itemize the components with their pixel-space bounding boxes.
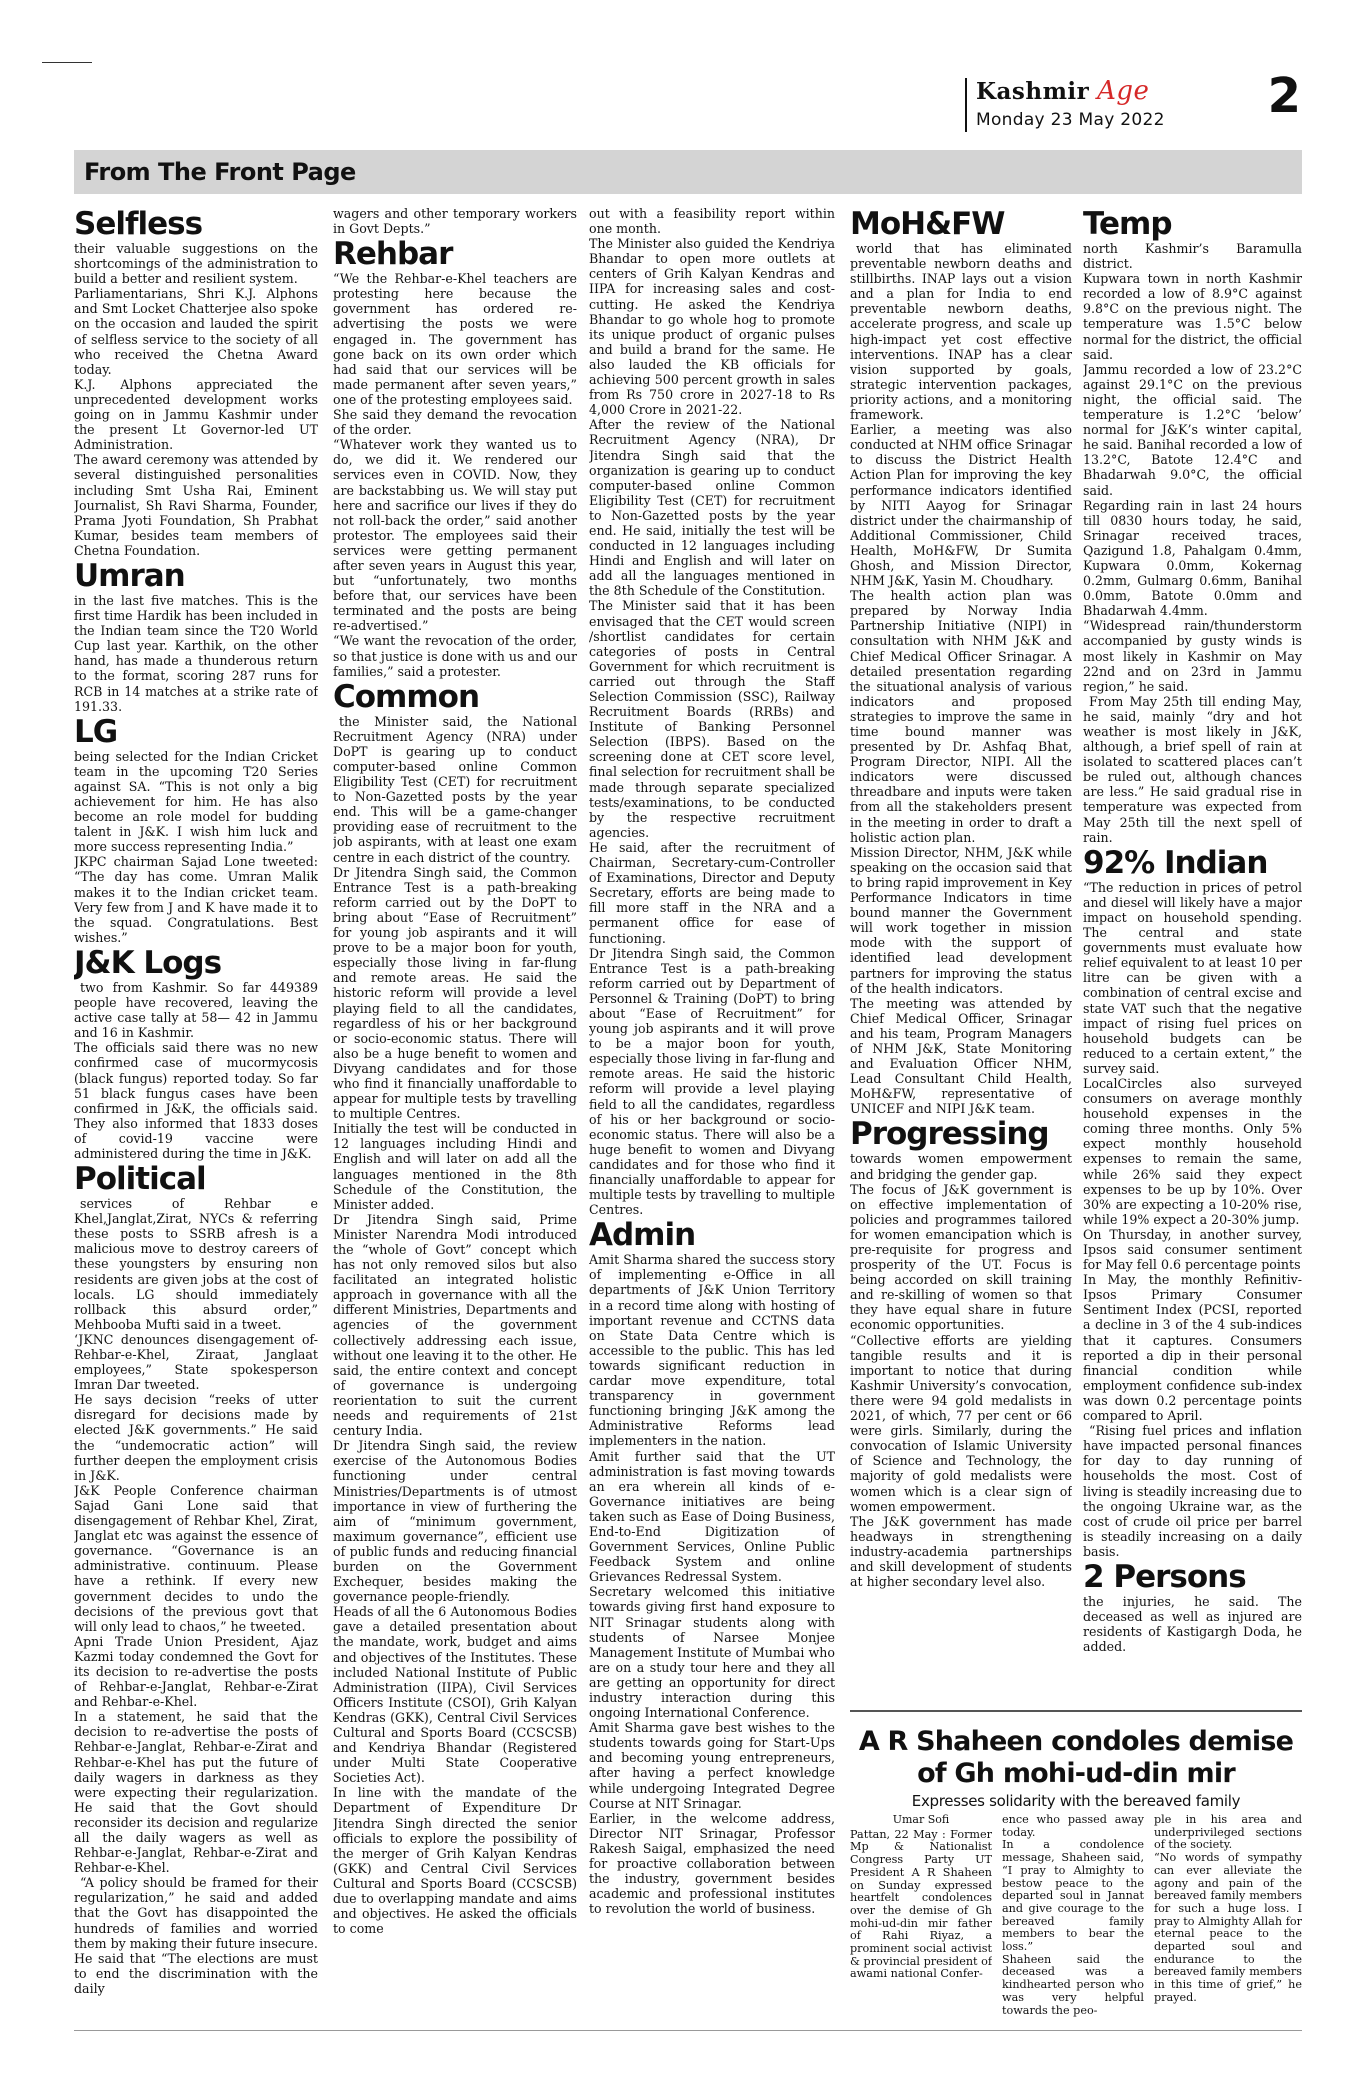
logo-text-kashmir: Kashmir: [976, 78, 1090, 105]
headline-mohfw: MoH&FW: [850, 206, 1005, 242]
paragraph: He said, after the recruitment of Chairman, Secretary-cum-Controller of Examinations, Director and Deputy Secretary, efforts are being made to fill more staff in the NRA and a permanent office for ease of functioning.: [589, 839, 835, 946]
section-title: From The Front Page: [84, 158, 356, 186]
paragraph: He says decision “reeks of utter disregard for decisions made by elected J&K governments.” He said the “undemocratic action” will further deepen the employment crisis in J&K.: [74, 1392, 318, 1483]
paragraph: In May, the monthly Refinitiv-Ipsos Primary Consumer Sentiment Index (PCSI, reported a decline in 3 of the 4 sub-indices that it captures. Consumers reported a dip in their personal financial condition while employment confidence sub-index was down 0.2 percentage points compared to April.: [1083, 1272, 1302, 1424]
paragraph: Earlier, in the welcome address, Director NIT Srinagar, Professor Rakesh Saigal, emphasized the need for proactive collaboration between the industry, government besides academic and professional institutes to revolution the world of business.: [589, 1810, 835, 1917]
paragraph: “Whatever work they wanted us to do, we did it. We rendered our services even in COVID. Now, they are backstabbing us. We will stay put here and sacrifice our lives if they do not roll-back the order,” said another protestor. The employees said their services were getting permanent after seven years in August this year, but “unfortunately, two months before that, our services have been terminated and the posts are being re-advertised.”: [333, 437, 577, 634]
paragraph: In a condolence message, Shaheen said, “I pray to Almighty to bestow peace to the departed soul in Jannat and give courage to the bereaved family members to bear the loss.”: [1002, 1838, 1144, 1954]
top-rule: [42, 62, 92, 63]
paragraph: The Minister said that it has been envisaged that the CET would screen /shortlist candidates for certain categories of posts in Central Government for which recruitment is carried out through the Staff Selection Commission (SSC), Railway Recruitment Boards (RRBs) and Institute of Banking Personnel Selection (IBPS). Based on the screening done at CET score level, final selection for recruitment shall be made through separate specialized tests/examinations, to be conducted by the respective recruitment agencies.: [589, 598, 835, 840]
paragraph: JKPC chairman Sajad Lone tweeted: “The day has come. Umran Malik makes it to the Indian cricket team. Very few from J and K have made it to the squad. Congratulations. Best wishes.”: [74, 854, 318, 945]
headline-temp: Temp: [1083, 206, 1172, 242]
headline-jk-logs: J&K Logs: [74, 944, 222, 981]
paragraph: “The reduction in prices of petrol and diesel will likely have a major impact on household spending. The central and state governments must evaluate how relief equivalent to at least 10 per litre can be given with a combination of central excise and state VAT such that the negative impact of rising fuel prices on household budgets can be reduced to a certain extent,” the survey said.: [1083, 879, 1302, 1076]
headline-progressing: Progressing: [850, 1116, 1049, 1153]
paragraph: “Widespread rain/thunderstorm accompanied by gusty winds is most likely in Kashmir on May 22nd and on 23rd in Jammu region,” he said.: [1083, 618, 1302, 694]
paragraph: Regarding rain in last 24 hours till 0830 hours today, he said, Srinagar received traces, Qazigund 1.8, Pahalgam 0.4mm, Kupwara 0.0mm, Kokernag 0.2mm, Gulmarg 0.6mm, Banihal 0.0mm, Batote 0.0mm and Bhadarwah 4.4mm.: [1083, 497, 1302, 619]
headline-admin: Admin: [589, 1217, 696, 1254]
paragraph: Secretary welcomed this initiative towards giving first hand exposure to NIT Srinagar students along with students of Narsee Monjee Management Institute of Mumbai who are on a study tour here and they all are getting an opportunity for direct industry interaction during this ongoing International Conference.: [589, 1584, 835, 1721]
paragraph: Dr Jitendra Singh said, the Common Entrance Test is a path-breaking reform carried out by Department of Personnel & Training (DoPT) to bring about “Ease of Recruitment” for young job aspirants and it will prove to be a major boon for youth, especially those living in far-flung and remote areas. He said the historic reform will provide a level playing field to all the candidates, regardless of his or her background or socio-economic status. There will also be a huge benefit to women and Divyang candidates and for those who find it financially unaffordable to appear for multiple tests by travelling to multiple Centres.: [589, 945, 835, 1218]
paragraph: “A policy should be framed for their regularization,” he said and added that the Govt has disappointed the hundreds of families and worried them by making their future insecure.: [74, 1875, 318, 1951]
paragraph: Mission Director, NHM, J&K while speaking on the occasion said that to bring rapid improvement in Key Performance Indicators in time bound manner the Government will work together in mission mode with the support of identified lead development partners for improving the status of the health indicators.: [850, 844, 1072, 996]
paragraph: The award ceremony was attended by several distinguished personalities including Smt Usha Rai, Eminent Journalist, Sh Ravi Sharma, Founder, Prama Jyoti Foundation, Sh Prabhat Kumar, besides team members of Chetna Foundation.: [74, 452, 318, 558]
paragraph: Parliamentarians, Shri K.J. Alphons and Smt Locket Chatterjee also spoke on the occasion and lauded the spirit of selfless service to the society of all who received the Chetna Award today.: [74, 286, 318, 377]
paragraph: The Minister also guided the Kendriya Bhandar to open more outlets at centers of Grih Kalyan Kendras and IIPA for increasing sales and cost-cutting. He asked the Kendriya Bhandar to go whole hog to promote its unique product of organic pulses and build a brand for the same. He also lauded the KB officials for achieving 500 percent growth in sales from Rs 750 crore in 2027-18 to Rs 4,000 Crore in 2021-22.: [589, 236, 835, 418]
masthead-divider: [965, 78, 967, 132]
headline-lg: LG: [74, 713, 118, 750]
paragraph: Earlier, a meeting was also conducted at NHM office Srinagar to discuss the District Health Action Plan for improving the key performance indicators identified by NITI Aayog for Srinagar district under the chairmanship of Additional Commissioner, Child Health, MoH&FW, Dr Sumita Ghosh, and Mission Director, NHM J&K, Yasin M. Choudhary.: [850, 422, 1072, 589]
paragraph: ence who passed away today.: [1002, 1814, 1144, 1839]
paragraph: In a statement, he said that the decision to re-advertise the posts of Rehbar-e-Janglat, Rehbar-e-Zirat and Rehbar-e-Khel has put the future of daily wagers in darkness as they were expecting their regularization. He said that the Govt should reconsider its decision and regularize all the daily wagers as well as Rehbar-e-Janglat, Rehbar-e-Zirat and Rehbar-e-Khel.: [74, 1709, 318, 1876]
paragraph: Amit Sharma gave best wishes to the students towards going for Start-Ups and becoming young entrepreneurs, after having a perfect knowledge while undergoing Integrated Degree Course at NIT Srinagar.: [589, 1720, 835, 1811]
paragraph: She said they demand the revocation of the order.: [333, 407, 577, 438]
paragraph: The officials said there was no new confirmed case of mucormycosis (black fungus) reported today. So far 51 black fungus cases have been confirmed in J&K, the officials said. They also informed that 1833 doses of covid-19 vaccine were administered during the time in J&K.: [74, 1040, 318, 1161]
paragraph: Amit Sharma shared the success story of implementing e-Office in all departments of J&K Union Territory in a record time along with hosting of important revenue and CCTNS data on State Data Centre which is accessible to the public. This has led towards significant reduction in cardar move expenditure, total transparency in government functioning bringing J&K among the Administrative Reforms lead implementers in the nation.: [589, 1252, 835, 1449]
paragraph: The meeting was attended by Chief Medical Officer, Srinagar and his team, Program Managers of NHM J&K, State Monitoring and Evaluation Officer NHM, Lead Consultant Child Health, MoH&FW, representative of UNICEF and NIPI J&K team.: [850, 995, 1072, 1117]
paragraph: ple in his area and underprivileged sections of the society.: [1154, 1814, 1302, 1852]
paragraph: He said that “The elections are must to end the discrimination with the daily: [74, 1950, 318, 1996]
paragraph: in the last five matches. This is the first time Hardik has been included in the Indian team since the T20 World Cup last year. Karthik, on the other hand, has made a thunderous return to the format, scoring 287 runs for RCB in 14 matches at a strike rate of 191.33.: [74, 592, 318, 714]
masthead: [962, 68, 1307, 136]
story-column-2: [1002, 1814, 1144, 2024]
bottom-rule: [74, 2030, 1302, 2031]
paragraph: Shaheen said the deceased was a kindhearted person who was very helpful towards the peo-: [1002, 1952, 1144, 2017]
headline-selfless: Selfless: [74, 206, 203, 242]
page-number: 2: [1267, 68, 1301, 124]
logo-text-age: Age: [1097, 76, 1150, 106]
paragraph: After the review of the National Recruitment Agency (NRA), Dr Jitendra Singh said that the organization is gearing up to conduct computer-based online Common Eligibility Test (CET) for recruitment to Non-Gazetted posts by the year end. He said, initially the test will be conducted in 12 languages including Hindi and English and will later on add all the languages mentioned in the 8th Schedule of the Constitution.: [589, 417, 835, 599]
headline-2-persons: 2 Persons: [1083, 1558, 1246, 1595]
paragraph: ‘JKNC denounces disengagement of- Rehbar-e-Khel, Ziraat, Janglaat employees,” State spokesperson Imran Dar tweeted.: [74, 1331, 318, 1393]
paragraph: being selected for the Indian Cricket team in the upcoming T20 Series against SA. “This is not only a big achievement for him. He has also become an role model for budding talent in J&K. I wish him luck and more success representing India.”: [74, 748, 318, 855]
paragraph: Initially the test will be conducted in 12 languages including Hindi and English and will later on add all the languages mentioned in the 8th Schedule of the Constitution, the Minister added.: [333, 1121, 577, 1212]
headline-umran: Umran: [74, 557, 185, 594]
paragraph: out with a feasibility report within one month.: [589, 206, 835, 237]
paragraph: Apni Trade Union President, Ajaz Kazmi today condemned the Govt for its decision to re-advertise the posts of Rehbar-e-Janglat, Rehbar-e-Zirat and Rehbar-e-Khel.: [74, 1633, 318, 1710]
paragraph: Dr Jitendra Singh said, Prime Minister Narendra Modi introduced the “whole of Govt” concept which has not only removed silos but also facilitated an integrated holistic approach in governance with all the different Ministries, Departments and agencies of the government collectively addressing each issue, without one leaving it to the other. He said, the entire context and concept of governance is undergoing reorientation to suit the current needs and requirements of 21st century India.: [333, 1211, 577, 1439]
section-banner: [74, 150, 1302, 194]
headline-political: Political: [74, 1161, 206, 1198]
column-2: [333, 206, 577, 1996]
story-column-1: [850, 1814, 992, 2024]
paragraph: On Thursday, in another survey, Ipsos said consumer sentiment for May fell 0.6 percentage points: [1083, 1226, 1302, 1273]
paragraph: LocalCircles also surveyed consumers on average monthly household expenses in the coming three months. Only 5% expect monthly household expenses to remain the same, while 26% said they expect expenses to be up by 10%. Over 30% are expecting a 10-20% rise, while 19% expect a 20-30% jump.: [1083, 1075, 1302, 1227]
paragraph: Pattan, 22 May : Former Mp & Nationalist Congress Party UT President A R Shaheen on Sunday expressed heartfelt condolences over the demise of Gh mohi-ud-din mir father of Rahi Riyaz, a prominent social activist & provincial president of awami national Confer-: [850, 1827, 992, 1981]
paragraph: The J&K government has made headways in strengthening industry-academia partnerships and skill development of students at higher secondary level also.: [850, 1513, 1072, 1590]
column-4: [850, 206, 1072, 1651]
paragraph: the Minister said, the National Recruitment Agency (NRA) under DoPT is gearing up to conduct computer-based online Common Eligibility Test (CET) for recruitment to Non-Gazetted posts by the year end. This will be a game-changer providing ease of recruitment to the job aspirants, with at least one exam centre in each district of the country.: [333, 713, 577, 865]
paragraph: Heads of all the 6 Autonomous Bodies gave a detailed presentation about the mandate, work, budget and aims and objectives of the Institutes. These included National Institute of Public Administration (IIPA), Civil Services Officers Institute (CSOI), Grih Kalyan Kendras (GKK), Central Civil Services Cultural and Sports Board (CCSCSB) and Kendriya Bhandar (Registered under Multi State Cooperative Societies Act).: [333, 1604, 577, 1786]
paragraph: K.J. Alphons appreciated the unprecedented development works going on in Jammu Kashmir under the present Lt Governor-led UT Administration.: [74, 376, 318, 453]
condolence-story: [850, 1710, 1302, 2025]
issue-date: Monday 23 May 2022: [976, 110, 1165, 130]
paragraph: “We the Rehbar-e-Khel teachers are protesting here because the government has ordered re-advertising the posts we were engaged in. The government has gone back on its own order which had said that our services will be made permanent after seven years,” one of the protesting employees said.: [333, 271, 577, 407]
headline-92-indian: 92% Indian: [1083, 844, 1268, 881]
paragraph: Jammu recorded a low of 23.2°C against 29.1°C on the previous night, the official said. The temperature is 1.2°C ‘below’ normal for J&K’s winter capital, he said. Banihal recorded a low of 13.2°C, Batote 12.4°C and Bhadarwah 9.0°C, the official said.: [1083, 361, 1302, 498]
paragraph: two from Kashmir. So far 449389 people have recovered, leaving the active case tally at 58— 42 in Jammu and 16 in Kashmir.: [74, 979, 318, 1041]
column-3: [589, 206, 835, 1996]
paragraph: services of Rehbar e Khel,Janglat,Zirat, NYCs & referring these posts to SSRB afresh is a malicious move to destroy careers of these youngsters by ensuring non residents are given jobs at the cost of locals. LG should immediately rollback this absurd order,” Mehbooba Mufti said in a tweet.: [74, 1196, 318, 1332]
paragraph: wagers and other temporary workers in Govt Depts.”: [333, 206, 577, 237]
story-subhead: Expresses solidarity with the bereaved family: [911, 1792, 1241, 1810]
byline: Umar Sofi: [892, 1814, 950, 1826]
paragraph: “Rising fuel prices and inflation have impacted personal finances for day to day running of households the most. Cost of living is steadily increasing due to the ongoing Ukraine war, as the cost of crude oil price per barrel is steadily increasing on a daily basis.: [1083, 1423, 1302, 1559]
paragraph: towards women empowerment and bridging the gender gap.: [850, 1151, 1072, 1182]
paragraph: “No words of sympathy can ever alleviate the agony and pain of the bereaved family members for such a huge loss. I pray to Almighty Allah for eternal peace to the departed soul and endurance to the bereaved family members in this time of grief,” he prayed.: [1154, 1851, 1302, 2004]
paragraph: “Collective efforts are yielding tangible results and it is important to notice that during Kashmir University’s convocation, there were 94 gold medalists in 2021, of which, 77 per cent or 66 were girls. Similarly, during the convocation of Islamic University of Science and Technology, the majority of gold medalists were women which is a clear sign of women empowerment.: [850, 1332, 1072, 1514]
headline-common: Common: [333, 678, 480, 715]
paragraph: The focus of J&K government is on effective implementation of policies and programmes tailored for women emancipation which is pre-requisite for progress and prosperity of the UT. Focus is being accorded on skill training and re-skilling of women so that they have equal share in future economic opportunities.: [850, 1181, 1072, 1333]
paragraph: Dr Jitendra Singh said, the Common Entrance Test is a path-breaking reform carried out by the DoPT to bring about “Ease of Recruitment” for young job aspirants and it will prove to be a major boon for youth, especially those living in far-flung and remote areas. He said the historic reform will provide a level playing field to all the candidates, regardless of his or her background or socio-economic status. There will also be a huge benefit to women and Divyang candidates and for those who find it financially unaffordable to appear for multiple tests by travelling to multiple Centres.: [333, 864, 577, 1122]
paragraph: From May 25th till ending May, he said, mainly “dry and hot weather is most likely in J&K, although, a brief spell of rain at isolated to scattered places can’t be ruled out, although chances are less.” He said gradual rise in temperature was expected from May 25th till the next spell of rain.: [1083, 693, 1302, 845]
paragraph: The health action plan was prepared by Norway India Partnership Initiative (NIPI) in consultation with NHM J&K and Chief Medical Officer Srinagar. A detailed presentation regarding the situational analysis of various indicators and proposed strategies to improve the same in time bound manner was presented by Dr. Ashfaq Bhat, Program Director, NIPI. All the indicators were discussed threadbare and inputs were taken from all the stakeholders present in the meeting in order to draft a holistic action plan.: [850, 588, 1072, 845]
paragraph: Kupwara town in north Kashmir recorded a low of 8.9°C against 9.8°C on the previous night. The temperature was 1.5°C below normal for the district, the official said.: [1083, 271, 1302, 362]
paragraph: north Kashmir’s Baramulla district.: [1083, 241, 1302, 272]
story-headline: A R Shaheen condoles demise of Gh mohi-ud-din mir: [858, 1726, 1294, 1789]
column-1: [74, 206, 318, 2006]
paragraph: “We want the revocation of the order, so that justice is done with us and our families,” said a protester.: [333, 633, 577, 679]
headline-rehbar: Rehbar: [333, 236, 453, 273]
paragraph: In line with the mandate of the Department of Expenditure Dr Jitendra Singh directed the senior officials to explore the possibility of the merger of Grih Kalyan Kendras (GKK) and Central Civil Services Cultural and Sports Board (CCSCSB) due to overlapping mandate and aims and objectives. He asked the officials to come: [333, 1785, 577, 1937]
paragraph: Amit further said that the UT administration is fast moving towards an era wherein all kinds of e-Governance initiatives are being taken such as Ease of Doing Business, End-to-End Digitization of Government Services, Online Public Feedback System and online Grievances Redressal System.: [589, 1448, 835, 1585]
column-5: [1083, 206, 1302, 1681]
paragraph: their valuable suggestions on the shortcomings of the administration to build a better and resilient system.: [74, 241, 318, 287]
paragraph: Dr Jitendra Singh said, the review exercise of the Autonomous Bodies functioning under central Ministries/Departments is of utmost importance in view of furthering the aim of “minimum government, maximum governance”, efficient use of public funds and reducing financial burden on the Government Exchequer, besides making the governance people-friendly.: [333, 1438, 577, 1605]
story-column-3: [1154, 1814, 1302, 2024]
paragraph: J&K People Conference chairman Sajad Gani Lone said that disengagement of Rehbar Khel, Zirat, Janglat etc was against the essence of governance. “Governance is an administrative. continuum. Please have a rethink. If every new government decides to undo the decisions of the previous govt that will only lead to chaos,” he tweeted.: [74, 1482, 318, 1634]
paragraph: world that has eliminated preventable newborn deaths and stillbirths. INAP lays out a vision and a plan for India to end preventable newborn deaths, accelerate progress, and scale up high-impact yet cost effective interventions. INAP has a clear vision supported by goals, strategic intervention packages, priority actions, and a monitoring framework.: [850, 241, 1072, 423]
newspaper-logo: [976, 76, 1149, 106]
paragraph: the injuries, he said. The deceased as well as injured are residents of Kastigargh Doda, he added.: [1083, 1593, 1302, 1655]
